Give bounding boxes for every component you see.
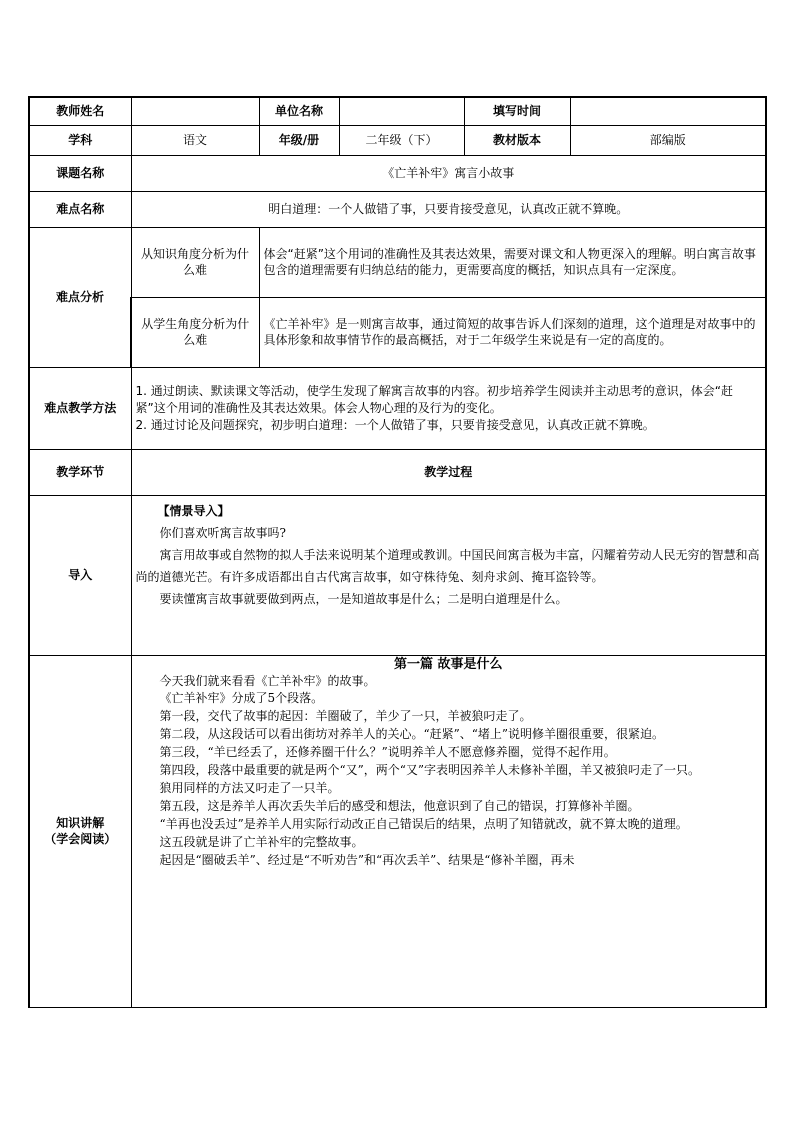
difficulty-name-value: 明白道理：一个人做错了事，只要肯接受意见，认真改正就不算晚。 bbox=[131, 191, 766, 227]
knowledge-paragraph: 起因是“圈破丢羊”、经过是“不听劝告”和“再次丢羊”、结果是“修补羊圈，再未 bbox=[159, 852, 575, 867]
stage-header-row bbox=[29, 449, 766, 495]
difficulty-name-row bbox=[29, 191, 766, 227]
knowledge-label-cell bbox=[29, 655, 131, 1007]
lesson-title-row bbox=[29, 155, 766, 191]
subject-value: 语文 bbox=[131, 125, 259, 155]
difficulty-name-label: 难点名称 bbox=[29, 191, 131, 227]
teaching-method-content bbox=[131, 367, 766, 449]
knowledge-paragraph: 今天我们就来看看《亡羊补牢》的故事。 bbox=[159, 673, 376, 688]
lesson-plan-table bbox=[28, 96, 767, 1008]
knowledge-paragraph: 第一段，交代了故事的起因：羊圈破了，羊少了一只，羊被狼叼走了。 bbox=[159, 709, 532, 724]
knowledge-paragraph: 这五段就是讲了亡羊补牢的完整故事。 bbox=[159, 834, 364, 849]
knowledge-paragraph: 第三段，“羊已经丢了，还修养圈干什么？”说明养羊人不愿意修养圈，觉得不起作用。 bbox=[159, 745, 616, 760]
teacher-name-label: 教师姓名 bbox=[29, 97, 131, 125]
lesson-title-value: 《亡羊补牢》寓言小故事 bbox=[131, 155, 766, 191]
knowledge-paragraph: 狼用同样的方法又叼走了一只羊。 bbox=[159, 780, 340, 795]
knowledge-row bbox=[29, 655, 766, 1007]
teaching-method-label: 难点教学方法 bbox=[29, 367, 131, 449]
knowledge-paragraph: “羊再也没丢过”是养羊人用实际行动改正自己错误后的结果，点明了知错就改，就不算太晚的道理。 bbox=[159, 816, 688, 831]
intro-content bbox=[131, 495, 766, 655]
teacher-name-value bbox=[131, 97, 259, 125]
difficulty-analysis-label: 难点分析 bbox=[29, 227, 131, 367]
method-item-1: 1. 通过朗读、默读课文等活动，使学生发现了解寓言故事的内容。初步培养学生阅读并主动思考的意识，体会“赶紧”这个用词的准确性及其表达效果。体会人物心理的及行为的变化。 bbox=[135, 383, 733, 415]
intro-paragraph: 寓言用故事或自然物的拟人手法来说明某个道理或教训。中国民间寓言极为丰富，闪耀着劳动人民无穷的智慧和高尚的道德光芒。有许多成语都出自古代寓言故事，如守株待兔、刻舟求剑、掩耳盗铃等。 bbox=[135, 547, 760, 584]
unit-name-value bbox=[339, 97, 464, 125]
intro-row bbox=[29, 495, 766, 655]
knowledge-paragraph: 第四段，段落中最重要的就是两个“又”，两个“又”字表明因养羊人未修补羊圈，羊又被狼叼走了一只。 bbox=[159, 763, 701, 778]
knowledge-angle-label: 从知识角度分析为什么难 bbox=[131, 227, 259, 297]
fill-time-value bbox=[570, 97, 766, 125]
version-value: 部编版 bbox=[570, 125, 766, 155]
intro-label: 导入 bbox=[29, 495, 131, 655]
grade-label: 年级/册 bbox=[259, 125, 339, 155]
knowledge-paragraph: 第五段，这是养羊人再次丢失羊后的感受和想法，他意识到了自己的错误，打算修补羊圈。 bbox=[159, 798, 640, 813]
method-item-2: 2. 通过讨论及问题探究，初步明白道理：一个人做错了事，只要肯接受意见，认真改正就不算晚。 bbox=[135, 417, 655, 432]
lesson-title-label: 课题名称 bbox=[29, 155, 131, 191]
knowledge-paragraph: 《亡羊补牢》分成了5个段落。 bbox=[159, 691, 324, 706]
knowledge-analysis-text: 体会“赶紧”这个用词的准确性及其表达效果，需要对课文和人物更深入的理解。明白寓言故事包含的道理需要有归纳总结的能力，更需要高度的概括，知识点具有一定深度。 bbox=[259, 227, 766, 297]
intro-paragraph: 你们喜欢听寓言故事吗? bbox=[159, 525, 286, 540]
fill-time-label: 填写时间 bbox=[464, 97, 570, 125]
knowledge-heading: 第一篇 故事是什么 bbox=[393, 656, 503, 672]
student-angle-label: 从学生角度分析为什么难 bbox=[131, 297, 259, 367]
knowledge-content bbox=[131, 655, 766, 1007]
teaching-process-label: 教学过程 bbox=[131, 449, 766, 495]
info-row-2 bbox=[29, 125, 766, 155]
info-row-1 bbox=[29, 97, 766, 125]
knowledge-paragraph: 第二段，从这段话可以看出街坊对养羊人的关心。“赶紧”、“堵上”说明修羊圈很重要，很紧迫。 bbox=[159, 727, 665, 742]
intro-paragraph: 要读懂寓言故事就要做到两点，一是知道故事是什么；二是明白道理是什么。 bbox=[159, 591, 568, 606]
version-label: 教材版本 bbox=[464, 125, 570, 155]
subject-label: 学科 bbox=[29, 125, 131, 155]
intro-heading: 【情景导入】 bbox=[157, 503, 230, 518]
unit-name-label: 单位名称 bbox=[259, 97, 339, 125]
knowledge-sublabel: （学会阅读） bbox=[44, 832, 117, 846]
knowledge-label: 知识讲解 bbox=[56, 816, 105, 830]
teaching-method-row bbox=[29, 367, 766, 449]
student-analysis-text: 《亡羊补牢》是一则寓言故事，通过简短的故事告诉人们深刻的道理，这个道理是对故事中的具体形象和故事情节作的最高概括，对于二年级学生来说是有一定的高度的。 bbox=[259, 297, 766, 367]
knowledge-analysis-row bbox=[29, 227, 766, 297]
teaching-stage-label: 教学环节 bbox=[29, 449, 131, 495]
student-analysis-row bbox=[29, 297, 766, 367]
grade-value: 二年级（下） bbox=[339, 125, 464, 155]
